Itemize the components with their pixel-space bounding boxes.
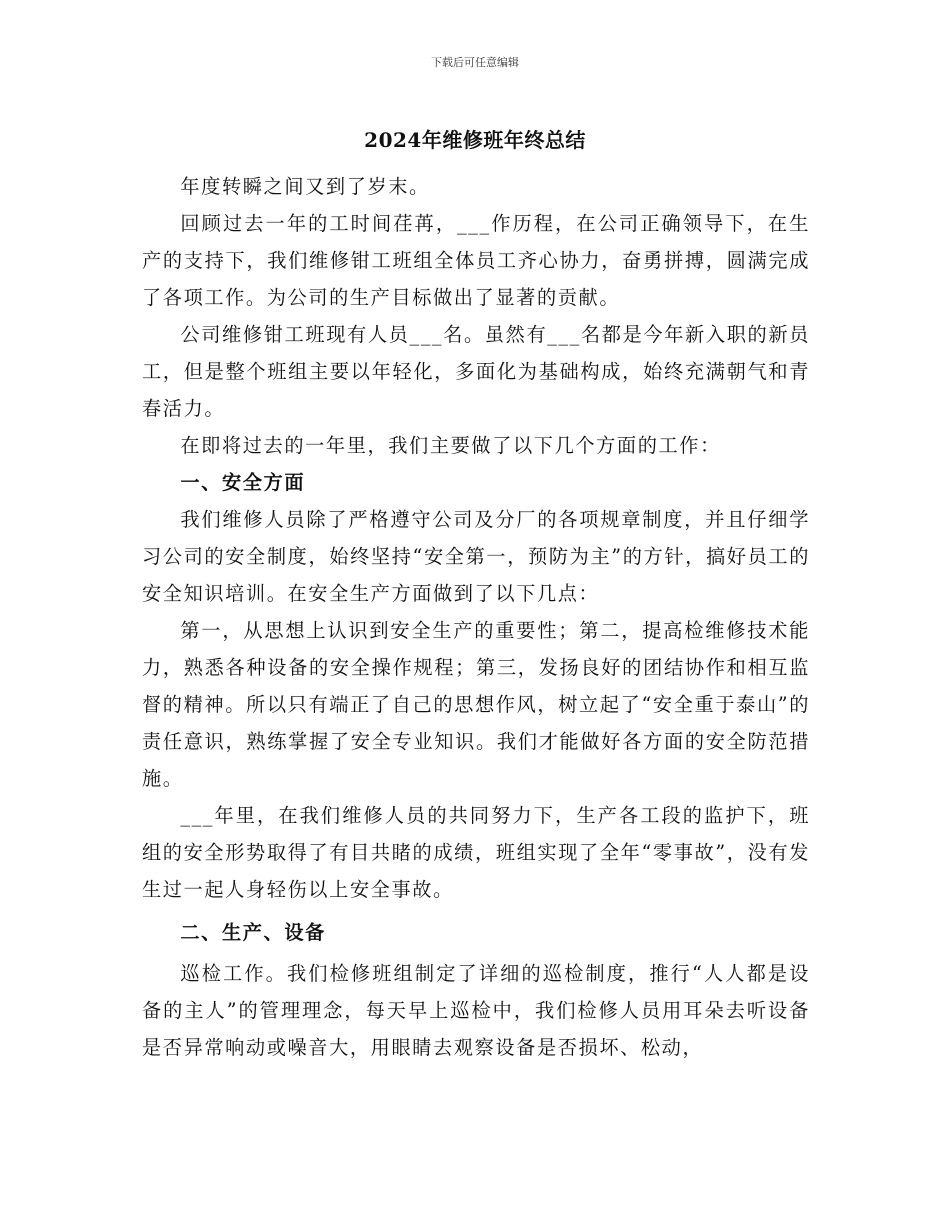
paragraph-work-overview: 在即将过去的一年里，我们主要做了以下几个方面的工作：: [180, 434, 721, 457]
paragraph-intro: 年度转瞬之间又到了岁末。: [180, 175, 430, 198]
paragraph-safety-points: 第一，从思想上认识到安全生产的重要性；第二，提高检维修技术能力，熟悉各种设备的安全操作规程；第三，发扬良好的团结协作和相互监督的精神。所以只有端正了自己的思想作风，树立起了“安全重于泰山”的责任意识，熟练掌握了安全专业知识。我们才能做好各方面的安全防范措施。: [142, 619, 810, 790]
section-heading-production: 二、生产、设备: [180, 921, 326, 944]
paragraph-inspection: 巡检工作。我们检修班组制定了详细的巡检制度，推行“人人都是设备的主人”的管理理念，每天早上巡检中，我们检修人员用耳朵去听设备是否异常响动或噪音大，用眼睛去观察设备是否损坏、松动，: [142, 962, 810, 1059]
section-heading-safety: 一、安全方面: [180, 471, 306, 494]
document-body: [142, 168, 810, 1066]
document-title: 2024年维修班年终总结: [364, 128, 586, 152]
header-note: 下载后可任意编辑: [431, 56, 519, 69]
paragraph-safety-results: ___年里，在我们维修人员的共同努力下，生产各工段的监护下，班组的安全形势取得了有目共睹的成绩，班组实现了全年“零事故”，没有发生过一起人身轻伤以上安全事故。: [142, 804, 810, 901]
paragraph-review: 回顾过去一年的工时间荏苒，___作历程，在公司正确领导下，在生产的支持下，我们维修钳工班组全体员工齐心协力，奋勇拼搏，圆满完成了各项工作。为公司的生产目标做出了显著的贡献。: [142, 212, 810, 309]
paragraph-safety-rules: 我们维修人员除了严格遵守公司及分厂的各项规章制度，并且仔细学习公司的安全制度，始终坚持“安全第一，预防为主”的方针，搞好员工的安全知识培训。在安全生产方面做到了以下几点：: [142, 508, 810, 605]
paragraph-team: 公司维修钳工班现有人员___名。虽然有___名都是今年新入职的新员工，但是整个班组主要以年轻化，多面化为基础构成，始终充满朝气和青春活力。: [142, 323, 810, 420]
